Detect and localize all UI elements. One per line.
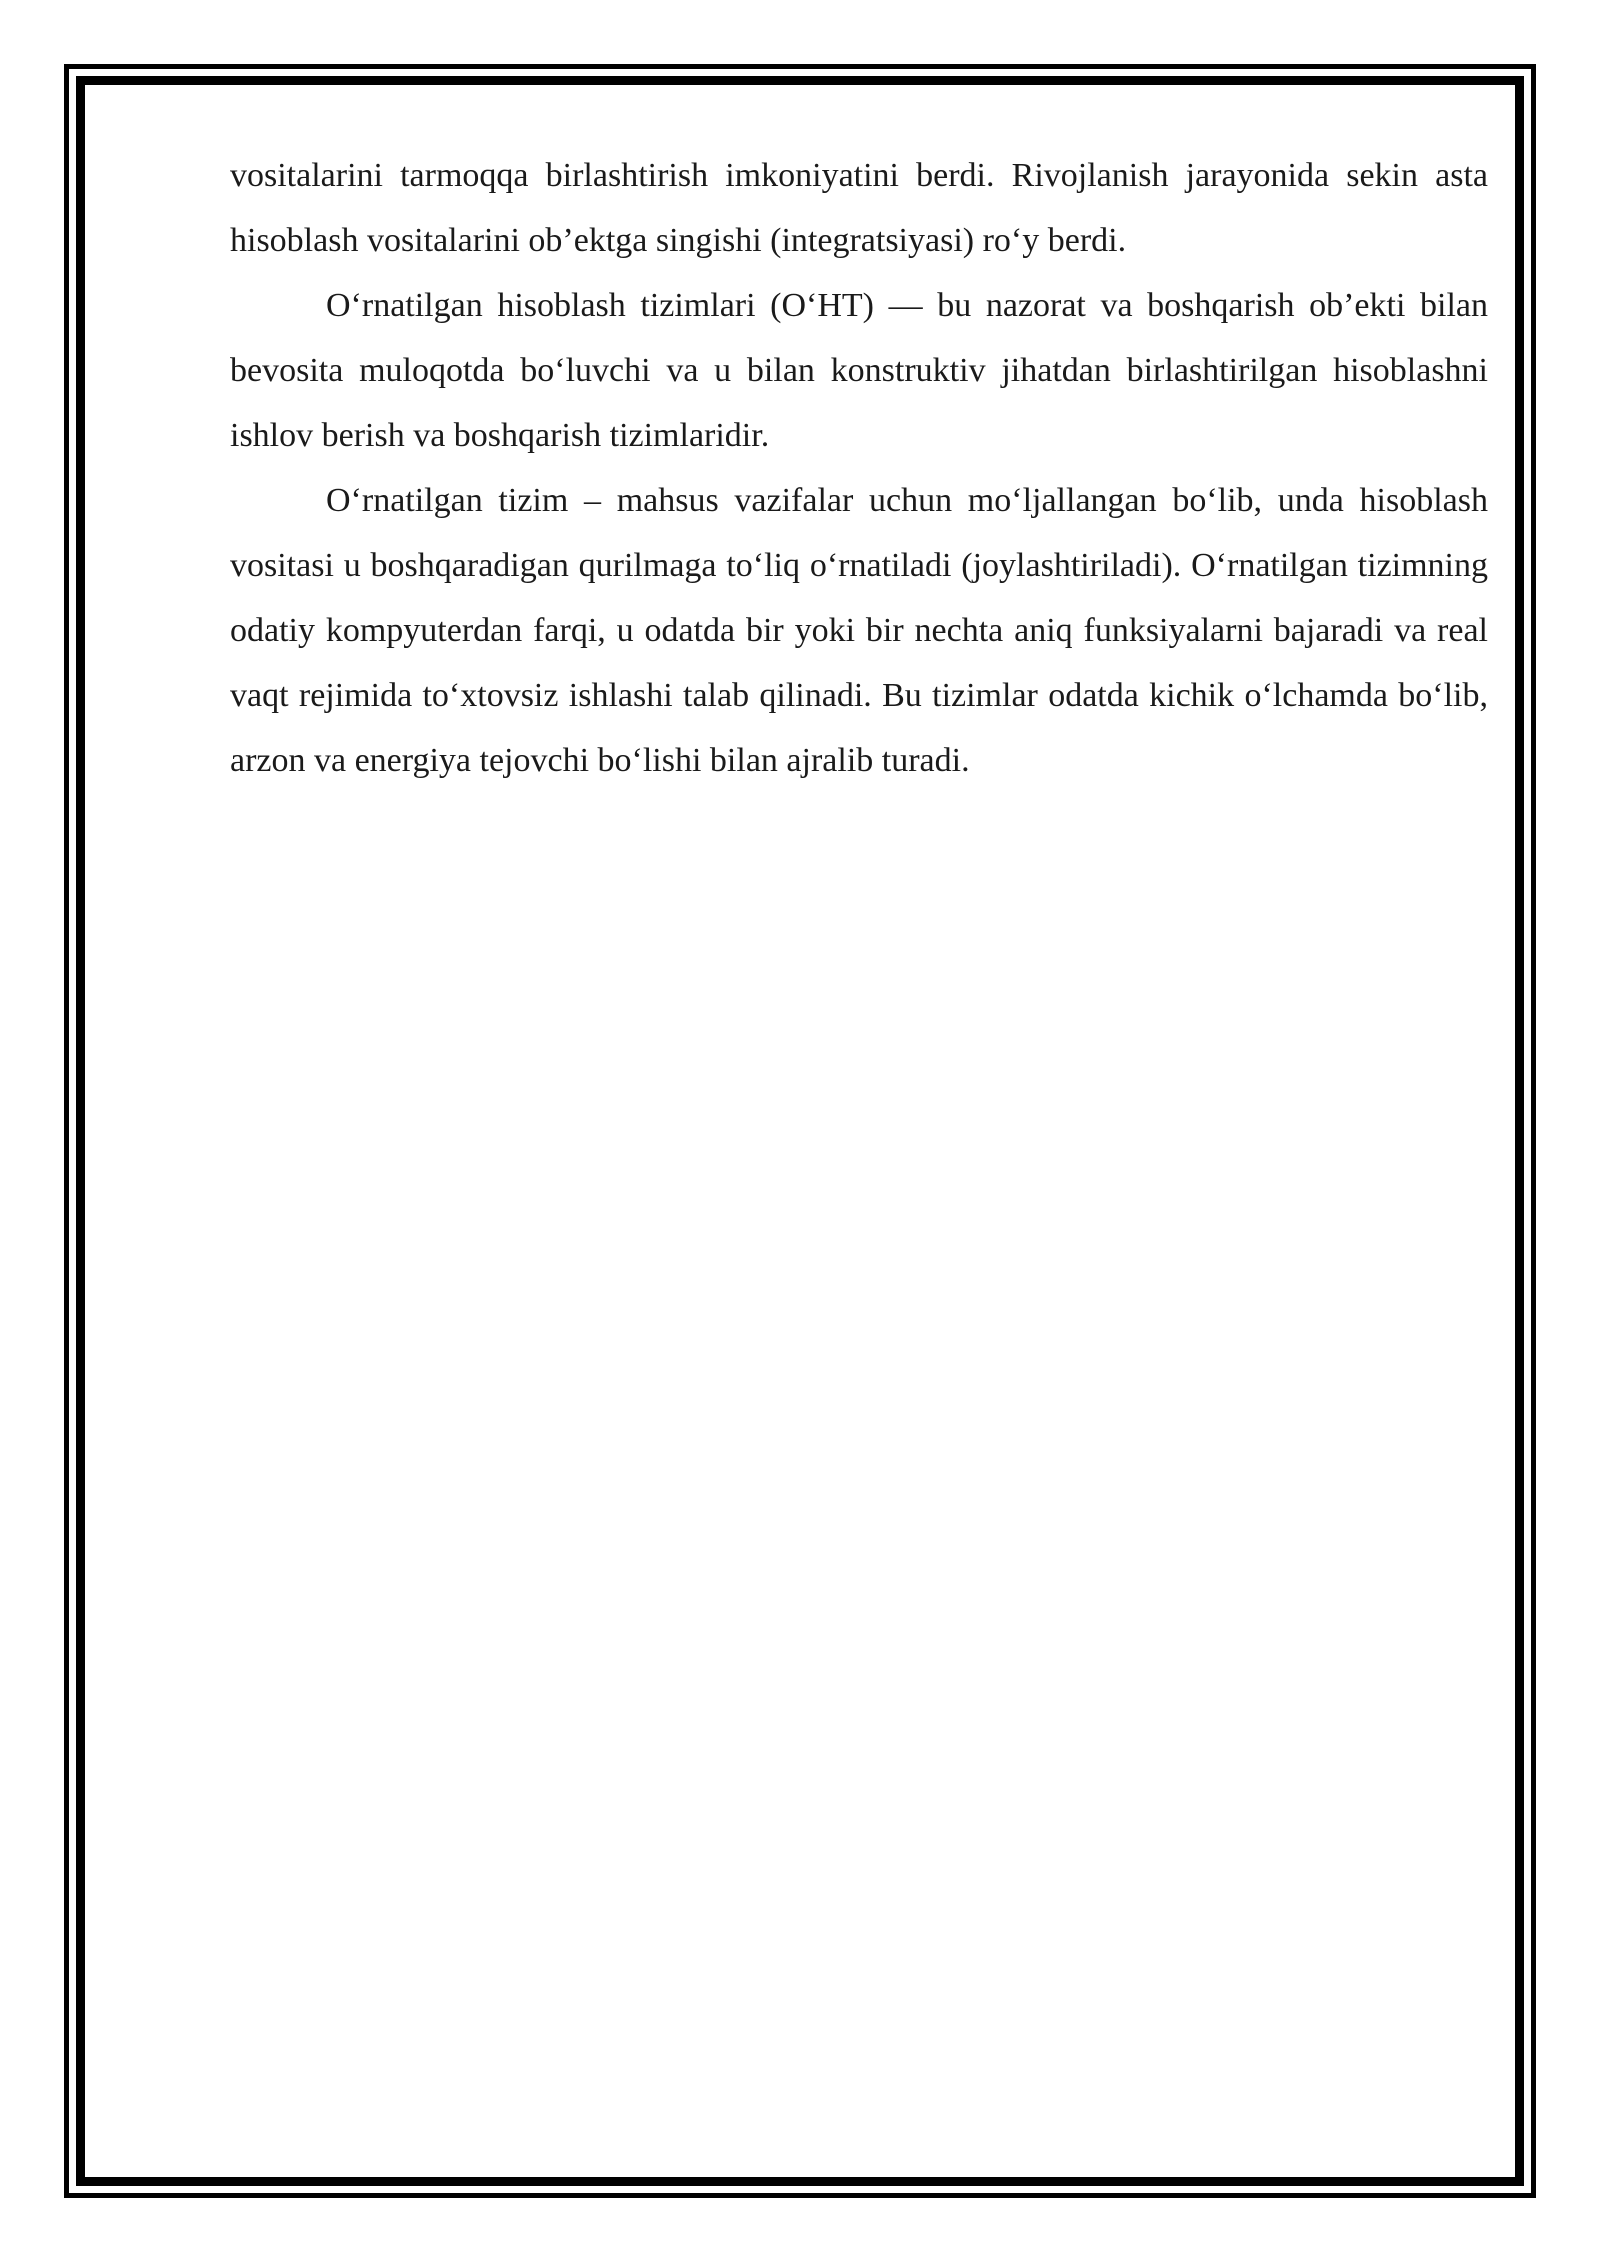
- paragraph-embedded-systems-definition: O‘rnatilgan hisoblash tizimlari (O‘HT) — bu nazorat va boshqarish ob’ekti bilan bevosita muloqotda bo‘luvchi va u bilan konstruktiv jihatdan birlashtirilgan hisoblashni ishlov berish va boshqarish tizimlaridir.: [230, 287, 1488, 454]
- paragraph-embedded-system-description: O‘rnatilgan tizim – mahsus vazifalar uchun mo‘ljallangan bo‘lib, unda hisoblash vositasi u boshqaradigan qurilmaga to‘liq o‘rnatiladi (joylashtiriladi). O‘rnatilgan tizimning odatiy kompyuterdan farqi, u odatda bir yoki bir nechta aniq funksiyalarni bajaradi va real vaqt rejimida to‘xtovsiz ishlashi talab qilinadi. Bu tizimlar odatda kichik o‘lchamda bo‘lib, arzon va energiya tejovchi bo‘lishi bilan ajralib turadi.: [230, 482, 1488, 779]
- document-body: [230, 143, 1488, 793]
- paragraph-continuation: vositalarini tarmoqqa birlashtirish imkoniyatini berdi. Rivojlanish jarayonida sekin asta hisoblash vositalarini ob’ektga singishi (integratsiyasi) ro‘y berdi.: [230, 157, 1488, 259]
